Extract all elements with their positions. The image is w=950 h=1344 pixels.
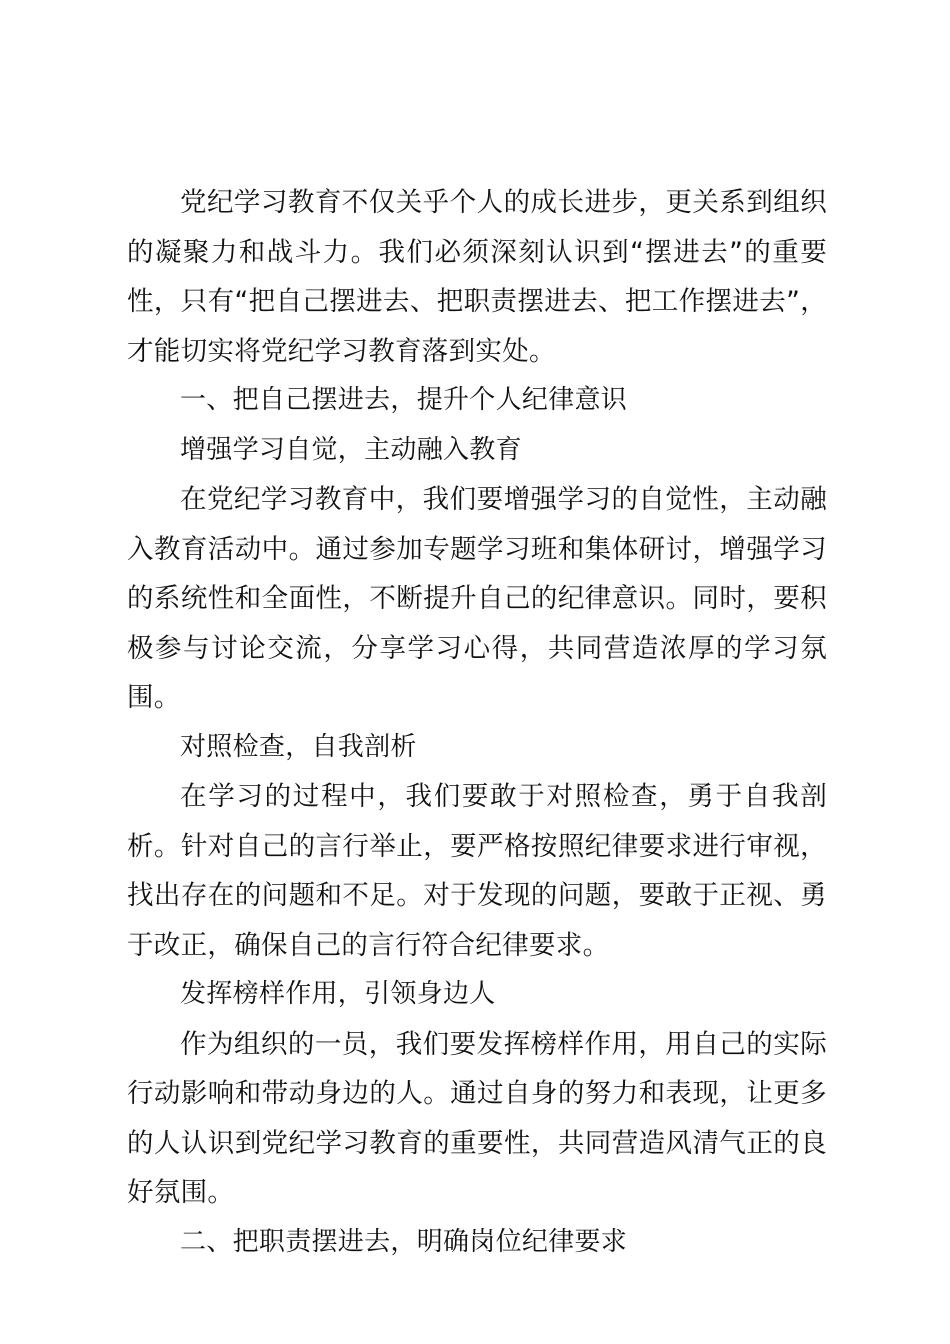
intro-paragraph: 党纪学习教育不仅关乎个人的成长进步，更关系到组织的凝聚力和战斗力。我们必须深刻认识到“摆进去”的重要性，只有“把自己摆进去、把职责摆进去、把工作摆进去”，才能切实将党纪学习教育落到实处。 <box>127 187 827 367</box>
section-heading-2: 二、把职责摆进去，明确岗位纪律要求 <box>180 1226 628 1257</box>
paragraph-self-check: 在学习的过程中，我们要敢于对照检查，勇于自我剖析。针对自己的言行举止，要严格按照纪律要求进行审视，找出存在的问题和不足。对于发现的问题，要敢于正视、勇于改正，确保自己的言行符合纪律要求。 <box>127 781 827 961</box>
subheading-study-awareness: 增强学习自觉，主动融入教育 <box>180 434 522 465</box>
paragraph-study-awareness: 在党纪学习教育中，我们要增强学习的自觉性，主动融入教育活动中。通过参加专题学习班和集体研讨，增强学习的系统性和全面性，不断提升自己的纪律意识。同时，要积极参与讨论交流，分享学习心得，共同营造浓厚的学习氛围。 <box>127 484 827 713</box>
document-body <box>127 178 827 1267</box>
paragraph-role-model: 作为组织的一员，我们要发挥榜样作用，用自己的实际行动影响和带动身边的人。通过自身的努力和表现，让更多的人认识到党纪学习教育的重要性，共同营造风清气正的良好氛围。 <box>127 1028 827 1208</box>
section-heading-1: 一、把自己摆进去，提升个人纪律意识 <box>180 385 628 415</box>
subheading-self-check: 对照检查，自我剖析 <box>180 731 417 762</box>
subheading-role-model: 发挥榜样作用，引领身边人 <box>180 979 496 1009</box>
